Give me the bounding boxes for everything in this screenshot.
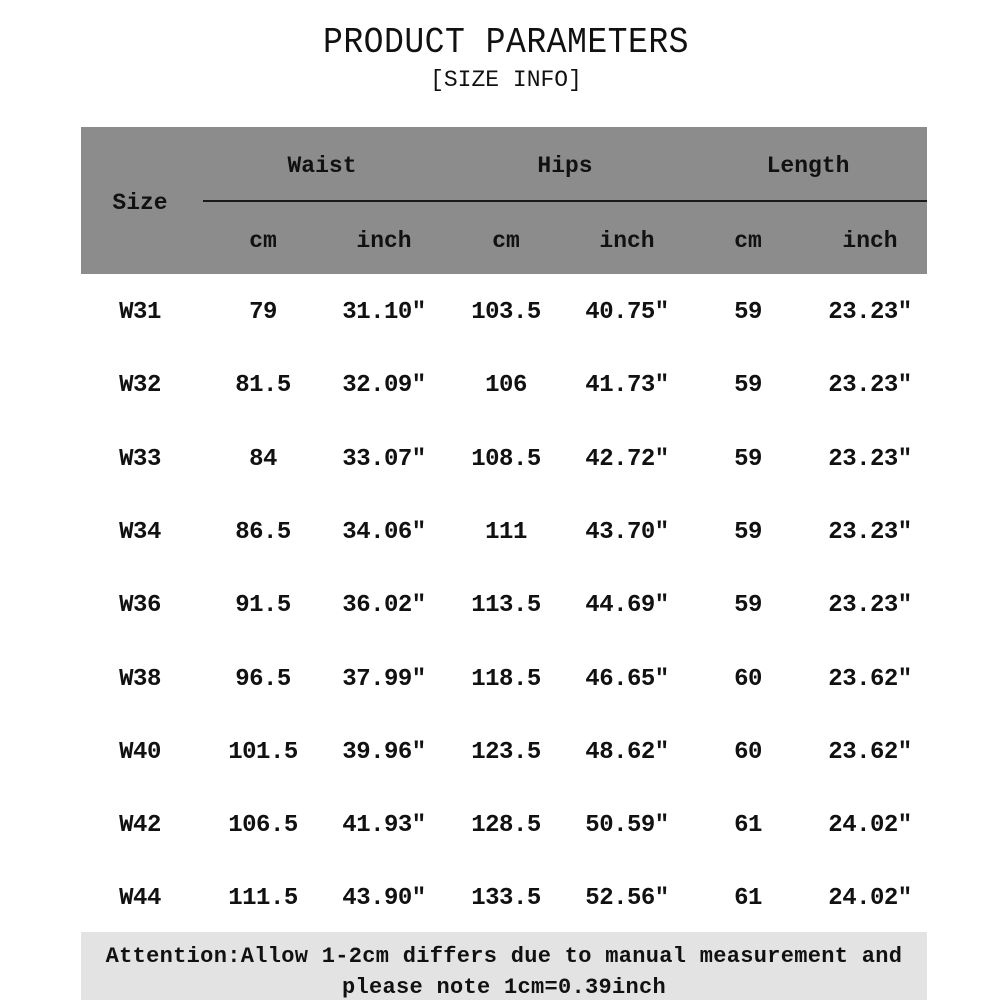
cell-size: W33 xyxy=(119,446,161,473)
cell-waist-cm: 111.5 xyxy=(228,885,298,912)
cell-waist-inch: 36.02″ xyxy=(342,592,426,619)
cell-length-cm: 59 xyxy=(734,519,762,546)
cell-waist-inch: 31.10″ xyxy=(342,299,426,326)
header-unit-hips-inch: inch xyxy=(599,228,655,254)
cell-hips-cm: 113.5 xyxy=(471,592,541,619)
cell-size: W34 xyxy=(119,519,161,546)
cell-hips-cm: 111 xyxy=(485,519,527,546)
cell-waist-inch: 33.07″ xyxy=(342,446,426,473)
cell-waist-inch: 39.96″ xyxy=(342,739,426,766)
cell-hips-inch: 41.73″ xyxy=(585,372,669,399)
cell-length-cm: 61 xyxy=(734,885,762,912)
cell-length-inch: 24.02″ xyxy=(828,812,912,839)
header-unit-waist-inch: inch xyxy=(356,228,412,254)
footer-note xyxy=(81,941,927,1000)
cell-length-cm: 59 xyxy=(734,372,762,399)
cell-hips-inch: 42.72″ xyxy=(585,446,669,473)
cell-length-inch: 23.23″ xyxy=(828,299,912,326)
cell-hips-cm: 123.5 xyxy=(471,739,541,766)
cell-length-inch: 23.23″ xyxy=(828,519,912,546)
header-group-hips: Hips xyxy=(537,153,593,179)
cell-size: W31 xyxy=(119,299,161,326)
cell-waist-cm: 81.5 xyxy=(235,372,291,399)
cell-hips-inch: 50.59″ xyxy=(585,812,669,839)
header-unit-length-inch: inch xyxy=(842,228,898,254)
cell-hips-inch: 48.62″ xyxy=(585,739,669,766)
cell-length-cm: 61 xyxy=(734,812,762,839)
cell-length-inch: 24.02″ xyxy=(828,885,912,912)
cell-waist-inch: 32.09″ xyxy=(342,372,426,399)
cell-size: W36 xyxy=(119,592,161,619)
cell-size: W32 xyxy=(119,372,161,399)
cell-waist-cm: 91.5 xyxy=(235,592,291,619)
cell-length-inch: 23.62″ xyxy=(828,666,912,693)
cell-waist-cm: 79 xyxy=(249,299,277,326)
cell-length-inch: 23.23″ xyxy=(828,446,912,473)
header-unit-waist-cm: cm xyxy=(249,228,277,254)
cell-hips-inch: 44.69″ xyxy=(585,592,669,619)
footer-note-line-1: Attention:Allow 1-2cm differs due to manual measurement and xyxy=(105,944,903,969)
cell-hips-inch: 46.65″ xyxy=(585,666,669,693)
cell-size: W38 xyxy=(119,666,161,693)
cell-size: W42 xyxy=(119,812,161,839)
cell-hips-inch: 40.75″ xyxy=(585,299,669,326)
cell-length-inch: 23.62″ xyxy=(828,739,912,766)
cell-length-cm: 59 xyxy=(734,446,762,473)
cell-size: W40 xyxy=(119,739,161,766)
cell-length-inch: 23.23″ xyxy=(828,592,912,619)
cell-waist-inch: 34.06″ xyxy=(342,519,426,546)
header-group-waist: Waist xyxy=(287,153,357,179)
cell-waist-cm: 84 xyxy=(249,446,277,473)
cell-hips-inch: 52.56″ xyxy=(585,885,669,912)
cell-length-inch: 23.23″ xyxy=(828,372,912,399)
footer-note-line-2: please note 1cm=0.39inch xyxy=(341,975,667,1000)
header-group-length: Length xyxy=(766,153,850,179)
page-subtitle: [SIZE INFO] xyxy=(430,67,582,93)
cell-waist-inch: 41.93″ xyxy=(342,812,426,839)
cell-waist-inch: 43.90″ xyxy=(342,885,426,912)
cell-waist-inch: 37.99″ xyxy=(342,666,426,693)
cell-waist-cm: 96.5 xyxy=(235,666,291,693)
page-title: PRODUCT PARAMETERS xyxy=(322,22,690,63)
cell-hips-cm: 133.5 xyxy=(471,885,541,912)
cell-length-cm: 60 xyxy=(734,739,762,766)
header-unit-hips-cm: cm xyxy=(492,228,520,254)
cell-hips-cm: 108.5 xyxy=(471,446,541,473)
header-size: Size xyxy=(112,190,168,216)
cell-hips-cm: 118.5 xyxy=(471,666,541,693)
header-divider xyxy=(203,200,927,202)
cell-waist-cm: 106.5 xyxy=(228,812,298,839)
cell-length-cm: 59 xyxy=(734,592,762,619)
cell-length-cm: 59 xyxy=(734,299,762,326)
cell-waist-cm: 101.5 xyxy=(228,739,298,766)
header-unit-length-cm: cm xyxy=(734,228,762,254)
cell-hips-cm: 103.5 xyxy=(471,299,541,326)
cell-hips-cm: 106 xyxy=(485,372,527,399)
cell-hips-inch: 43.70″ xyxy=(585,519,669,546)
cell-size: W44 xyxy=(119,885,161,912)
cell-hips-cm: 128.5 xyxy=(471,812,541,839)
cell-length-cm: 60 xyxy=(734,666,762,693)
cell-waist-cm: 86.5 xyxy=(235,519,291,546)
